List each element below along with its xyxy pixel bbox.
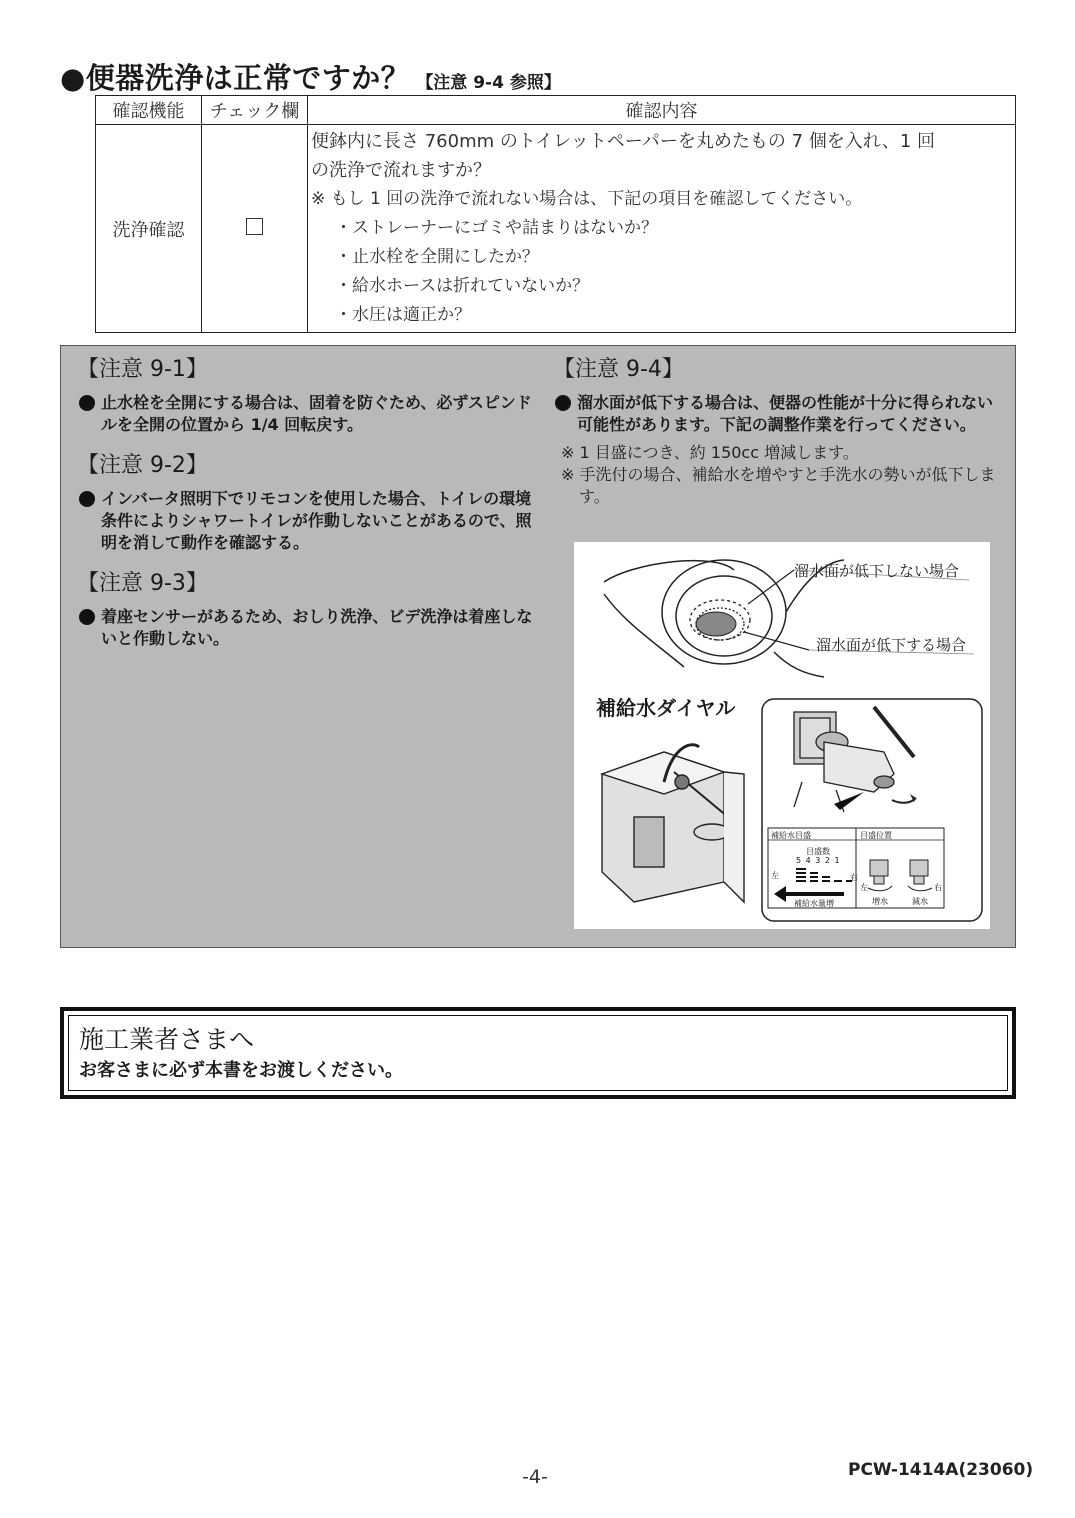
row-function: 洗浄確認 [96, 125, 202, 333]
adjustment-diagram [574, 542, 990, 929]
header-content: 確認内容 [308, 96, 1016, 125]
notice-panel [60, 345, 1016, 948]
tank-icon [602, 745, 744, 902]
decrease-label: 減水 [912, 897, 928, 906]
note-9-1-title: 【注意 9-1】 [77, 357, 208, 382]
label-lowered: 溜水面が低下する場合 [816, 636, 967, 654]
dial-label: 補給水ダイヤル [596, 696, 736, 720]
position-title: 目盛位置 [860, 831, 892, 840]
check-table [95, 95, 1016, 333]
bullet-dot-icon [79, 609, 95, 625]
note-9-4-text: 溜水面が低下する場合は、便器の性能が十分に得られない可能性があります。下記の調整作業を行ってください。 [577, 393, 994, 434]
row-check-cell [202, 125, 308, 333]
note-9-3-text: 着座センサーがあるため、おしり洗浄、ビデ洗浄は着座しないと作動しない。 [101, 607, 533, 648]
content-line: の洗浄で流れますか？ [311, 160, 491, 181]
note-9-4-item [553, 392, 1003, 436]
content-bullet: ・給水ホースは折れていないか？ [335, 276, 590, 296]
bullet-dot-icon [555, 395, 571, 411]
note-9-2-title: 【注意 9-2】 [77, 453, 208, 478]
table-header-row [96, 96, 1016, 125]
check-box[interactable] [246, 218, 263, 235]
table-row [96, 125, 1016, 333]
scale-title: 補給水目盛 [771, 831, 811, 840]
note-9-4-sub2: ※ 手洗付の場合、補給水を増やすと手洗水の勢いが低下します。 [561, 465, 996, 506]
note-9-2-text: インバータ照明下でリモコンを使用した場合、トイレの環境条件によりシャワートイレが作動しないことがあるので、照明を消して動作を確認する。 [101, 489, 532, 552]
bullet-dot-icon [79, 395, 95, 411]
scale-count-label: 目盛数 [806, 847, 830, 856]
notice-left-column [77, 346, 537, 662]
note-9-3-title: 【注意 9-3】 [77, 571, 208, 596]
note-9-4-title: 【注意 9-4】 [553, 357, 684, 382]
heading-reference: 【注意 9-4 参照】 [416, 73, 561, 93]
header-check: チェック欄 [202, 96, 308, 125]
installer-box [60, 1007, 1016, 1099]
content-line: 便鉢内に長さ 760mm のトイレットペーパーを丸めたもの 7 個を入れ、1 回 [311, 131, 936, 152]
bullet-dot-icon [79, 491, 95, 507]
increase-label: 増水 [872, 897, 888, 906]
header-function: 確認機能 [96, 96, 202, 125]
document-code: PCW-1414A(23060) [848, 1460, 1034, 1480]
note-9-3-item [77, 606, 537, 650]
note-9-1-item [77, 392, 537, 436]
installer-title: 施工業者さまへ [79, 1025, 255, 1054]
section-heading [60, 56, 561, 97]
notice-right-column [553, 346, 1003, 508]
content-bullet: ・止水栓を全開にしたか？ [335, 247, 539, 267]
installer-inner [68, 1015, 1008, 1091]
note-9-4-sub1: ※ 1 目盛につき、約 150cc 増減します。 [561, 443, 859, 462]
diagram-illustration [574, 542, 990, 929]
note-9-2-item [77, 488, 537, 554]
content-bullet: ・水圧は適正か？ [335, 305, 471, 325]
page-number: -4- [522, 1466, 548, 1488]
increase-arrow-label: 補給水量増 [794, 899, 834, 908]
heading-title: ●便器洗浄は正常ですか？ [60, 61, 411, 95]
position-left: 左 [860, 883, 868, 892]
scale-right: 右 [850, 873, 858, 882]
label-not-lowered: 溜水面が低下しない場合 [794, 562, 960, 580]
content-bullet: ・ストレーナーにゴミや詰まりはないか？ [335, 218, 658, 238]
scale-numbers: 5 4 3 2 1 [796, 856, 841, 865]
position-right: 右 [934, 883, 942, 892]
installer-desc: お客さまに必ず本書をお渡しください。 [79, 1060, 403, 1081]
content-note: ※ もし 1 回の洗浄で流れない場合は、下記の項目を確認してください。 [311, 189, 863, 209]
row-content [308, 125, 1016, 333]
note-9-1-text: 止水栓を全開にする場合は、固着を防ぐため、必ずスピンドルを全開の位置から 1/4 回転戻す。 [101, 393, 532, 434]
scale-left: 左 [771, 871, 779, 880]
